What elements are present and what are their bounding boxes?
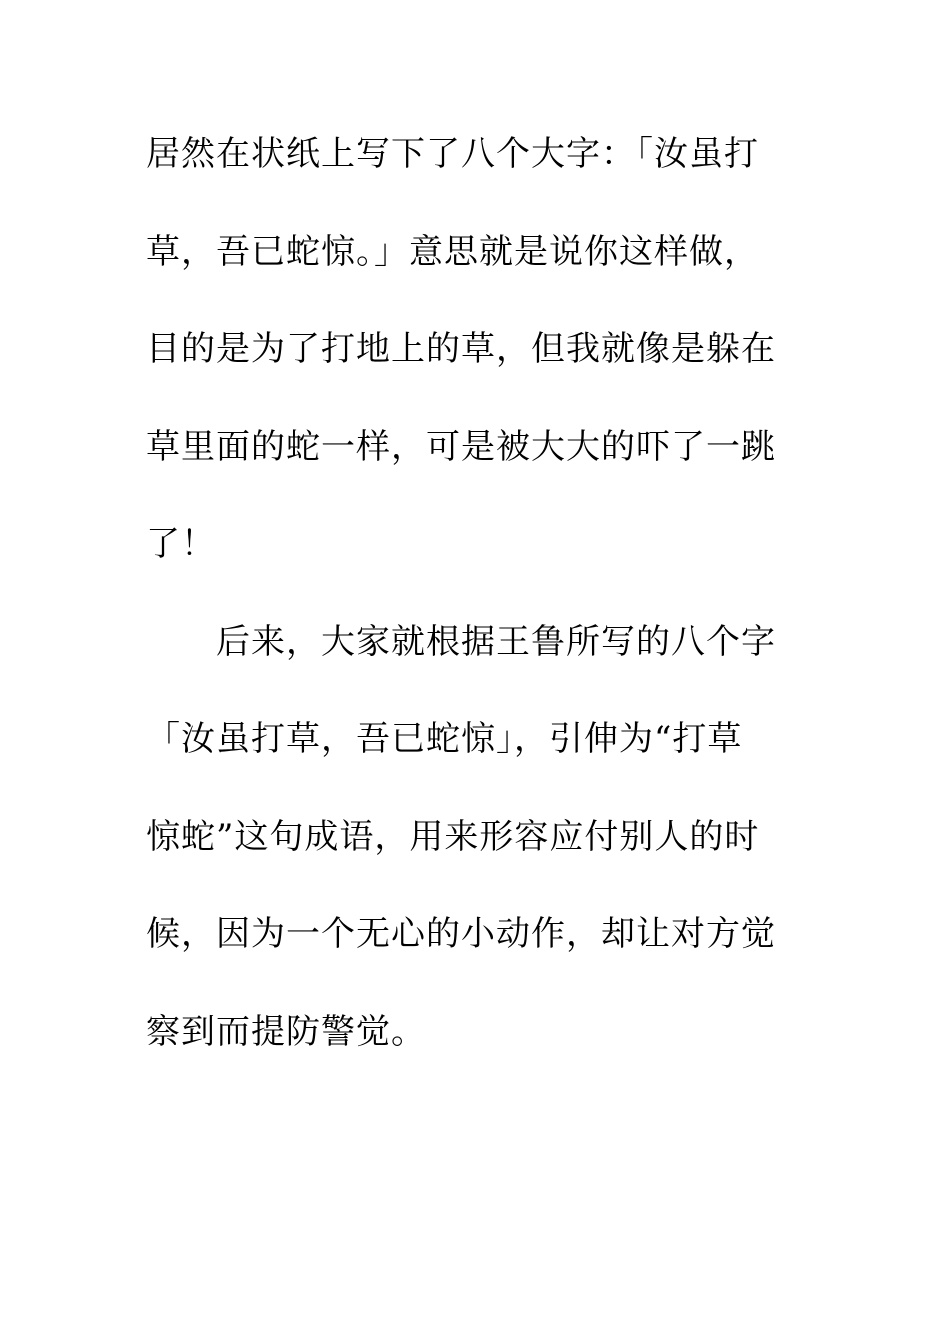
text-line-3: 目的是为了打地上的草，但我就像是躲在 [146,329,776,369]
text-line-8: 惊蛇”这句成语，用来形容应付别人的时 [146,816,760,857]
text-line-4: 草里面的蛇一样，可是被大大的吓了一跳 [146,426,776,467]
body-text [146,122,811,1097]
text-line-2: 草，吾已蛇惊。」意思就是说你这样做， [146,231,759,272]
text-line-5: 了！ [146,524,216,564]
text-line-9: 候，因为一个无心的小动作，却让对方觉 [146,914,776,954]
text-line-6: 后来，大家就根据王鲁所写的八个字 [146,621,776,662]
text-line-7: 「汝虽打草，吾已蛇惊」，引伸为“打草 [146,719,743,759]
text-line-10: 察到而提防警觉。 [146,1011,426,1052]
text-line-1: 居然在状纸上写下了八个大字：「汝虽打 [146,134,759,174]
